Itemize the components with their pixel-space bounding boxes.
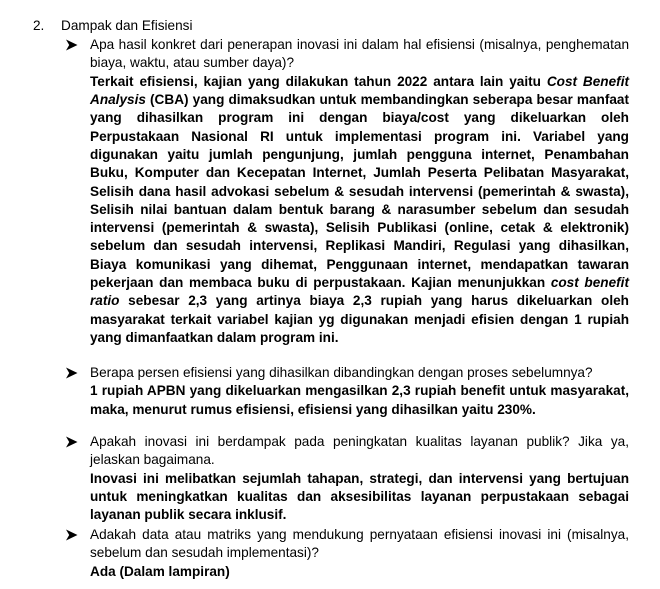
section-number: 2. (33, 18, 45, 33)
section-title: Dampak dan Efisiensi (61, 18, 193, 33)
answer-1-text: Terkait efisiensi, kajian yang dilakukan tahun 2022 antara lain yaitu (90, 73, 547, 89)
answer-1-text: (CBA) yang dimaksudkan untuk membandingkan seberapa besar manfaat yang dihasilkan program ini dengan biaya/cost yang dikeluarkan oleh Perpustakaan Nasional RI untuk implementasi program ini. Variabel yang digunakan yaitu jumlah pengunjung, jumlah pengguna internet, Penambahan Buku, Komputer dan Kecepatan Internet, Jumlah Peserta Pelibatan Masyarakat, Selisih dana hasil advokasi sebelum & sesudah intervensi (pemerintah & swasta), Selisih nilai bantuan dalam bentuk barang & narasumber sebelum dan sesudah intervensi (pemerintah & swasta), Selisih Publikasi (online, cetak & elektronik) sebelum dan sesudah intervensi, Replikasi Mandiri, Regulasi yang dihasilkan, Biaya komunikasi yang dihemat, Penggunaan internet, mendapatkan tawaran pekerjaan dan membaca buku di perpustakaan. Kajian menunjukkan (90, 92, 629, 291)
question-2: Berapa persen efisiensi yang dihasilkan dibandingkan dengan proses sebelumnya? (90, 365, 593, 380)
qa-item-3 (65, 433, 629, 525)
answer-4: Ada (Dalam lampiran) (90, 563, 230, 579)
question-4: Adakah data atau matriks yang mendukung pernyataan efisiensi inovasi ini (misalnya, sebelum dan sesudah implementasi)? (90, 527, 629, 561)
qa-item-1 (65, 36, 629, 347)
answer-2: 1 rupiah APBN yang dikeluarkan mengasilkan 2,3 rupiah benefit untuk masyarakat, maka, menurut rumus efisiensi, efisiensi yang dihasilkan yaitu 230%. (90, 383, 629, 417)
question-1: Apa hasil konkret dari penerapan inovasi ini dalam hal efisiensi (misalnya, penghematan biaya, waktu, atau sumber daya)? (90, 37, 629, 71)
answer-1-text: sebesar 2,3 yang artinya biaya 2,3 rupiah yang harus dikeluarkan oleh masyarakat terkait variabel kajian yg digunakan menjadi efisien dengan 1 rupiah yang dimanfaatkan dalam program ini. (90, 293, 629, 345)
qa-item-2 (65, 364, 629, 419)
arrow-bullet-icon (65, 433, 79, 451)
answer-1 (90, 73, 629, 347)
answer-3: Inovasi ini melibatkan sejumlah tahapan, strategi, dan intervensi yang bertujuan untuk meningkatkan kualitas dan aksesibilitas layanan perpustakaan sebagai layanan publik secara inklusif. (90, 470, 629, 523)
answer-1-term-ratio: cost benefit ratio (90, 275, 629, 309)
question-3: Apakah inovasi ini berdampak pada peningkatan kualitas layanan publik? Jika ya, jelaskan bagaimana. (90, 434, 629, 468)
qa-item-4 (65, 526, 629, 581)
arrow-bullet-icon (65, 526, 79, 544)
arrow-bullet-icon (65, 36, 79, 54)
arrow-bullet-icon (65, 364, 79, 382)
answer-1-term-cba: Cost Benefit Analysis (90, 73, 629, 108)
section-heading (33, 17, 192, 35)
